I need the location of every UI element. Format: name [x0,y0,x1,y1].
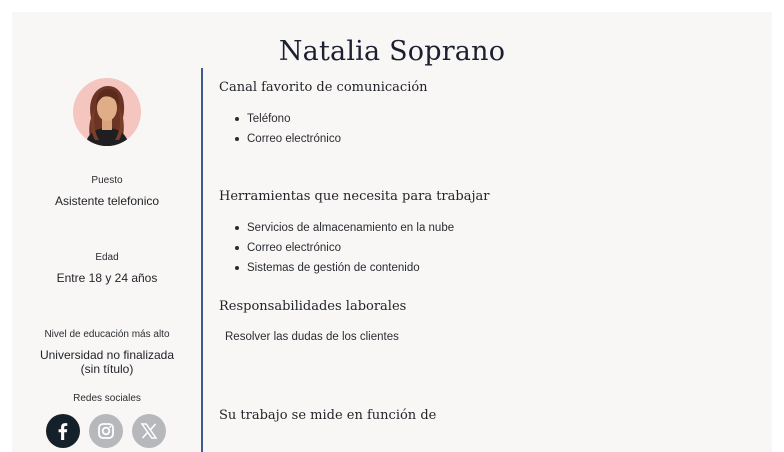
instagram-icon [96,421,116,441]
list-item: Correo electrónico [235,241,454,261]
age-value: Entre 18 y 24 años [56,271,158,285]
job-label: Puesto [91,175,123,186]
responsibilities-text: Resolver las dudas de los clientes [225,331,399,343]
age-label: Edad [95,252,119,263]
channel-list [235,112,341,152]
list-item: Servicios de almacenamiento en la nube [235,221,454,241]
persona-name: Natalia Soprano [278,36,506,67]
facebook-icon [53,421,73,441]
social-links [46,414,176,450]
list-item: Teléfono [235,112,341,132]
tools-heading: Herramientas que necesita para trabajar [219,189,490,204]
profile-column [12,12,202,452]
details-column [219,12,759,452]
avatar [73,78,141,146]
woman-avatar-icon [73,78,141,146]
job-value: Asistente telefonico [54,194,160,208]
list-item: Correo electrónico [235,132,341,152]
channel-heading: Canal favorito de comunicación [219,80,428,95]
education-label: Nivel de educación más alto [44,329,170,340]
instagram-button[interactable] [89,414,123,448]
facebook-button[interactable] [46,414,80,448]
responsibilities-heading: Responsabilidades laborales [219,299,407,314]
education-value-line2: (sin título) [80,362,134,376]
education-value-line1: Universidad no finalizada [39,348,175,362]
measured-heading: Su trabajo se mide en función de [219,408,437,423]
x-button[interactable] [132,414,166,448]
tools-list [235,221,454,281]
social-label: Redes sociales [73,393,141,404]
persona-card [12,12,772,452]
list-item: Sistemas de gestión de contenido [235,261,454,281]
x-icon [139,421,159,441]
